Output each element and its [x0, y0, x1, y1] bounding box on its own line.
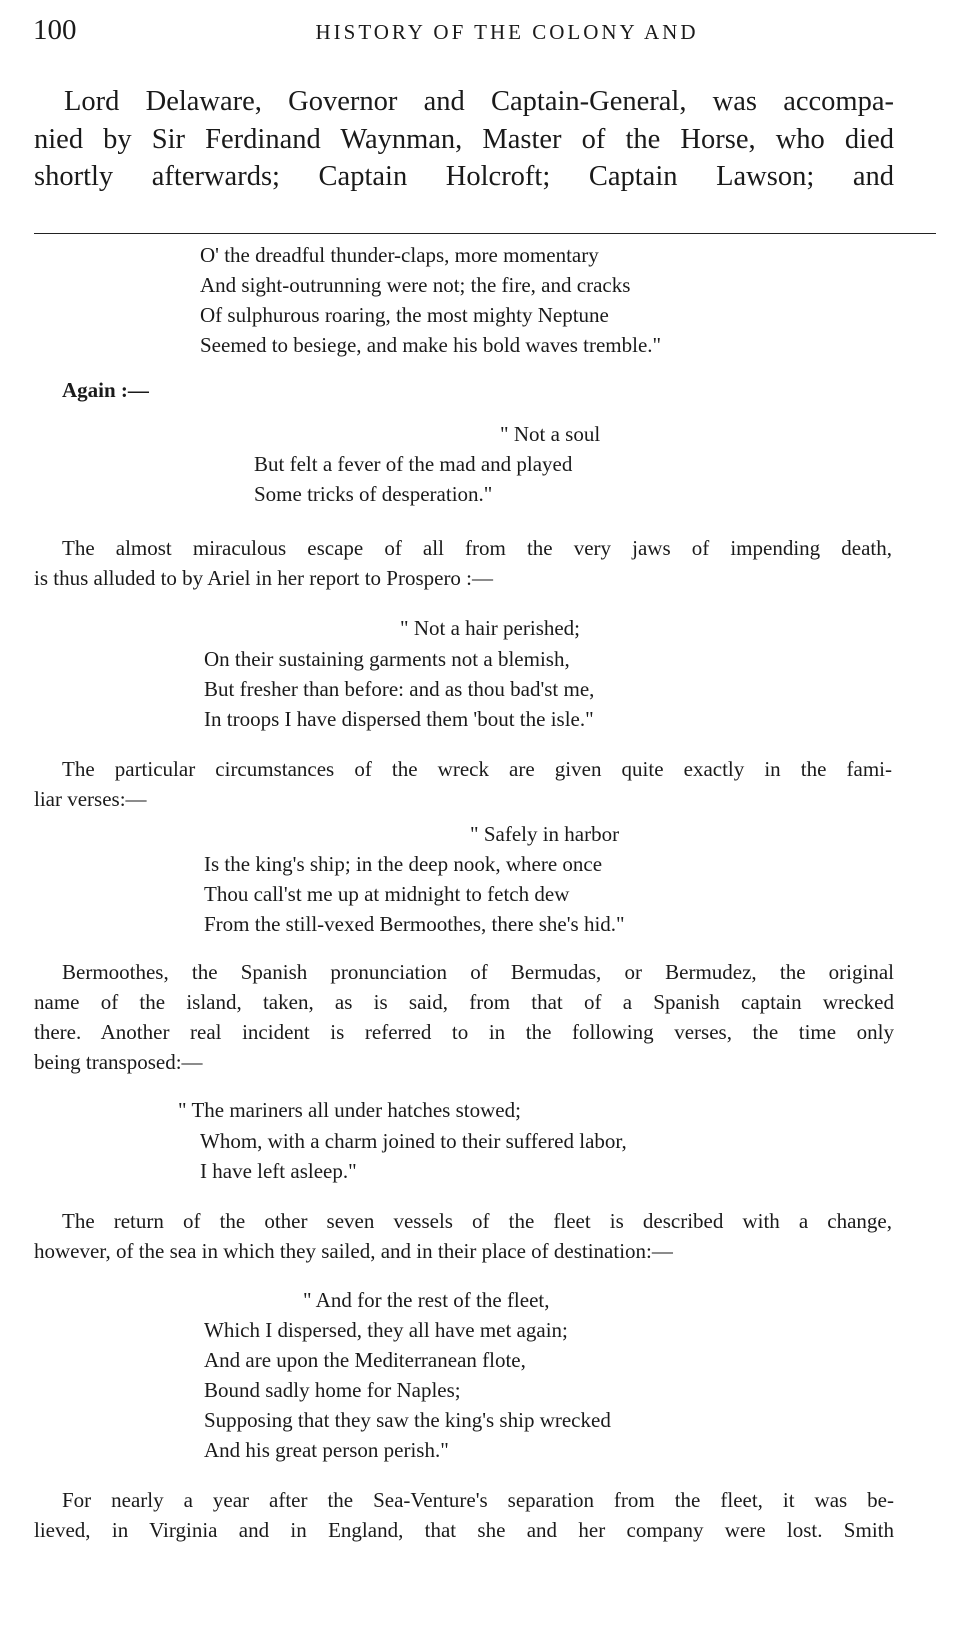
main-text-line: Lord Delaware, Governor and Captain-General, was accompa-	[64, 86, 894, 117]
paragraph-line: however, of the sea in which they sailed, and in their place of destination:—	[34, 1239, 673, 1263]
verse-line: " Safely in harbor	[470, 822, 620, 846]
footnote-divider	[34, 233, 936, 234]
verse-line: Thou call'st me up at midnight to fetch dew	[204, 882, 570, 906]
paragraph-line: lieved, in Virginia and in England, that she and her company were lost. Smith	[34, 1518, 894, 1542]
paragraph-line: liar verses:—	[34, 787, 147, 811]
paragraph-line: The return of the other seven vessels of the fleet is described with a change,	[62, 1209, 892, 1233]
verse-line: O' the dreadful thunder-claps, more momentary	[200, 243, 599, 267]
main-text-line: nied by Sir Ferdinand Waynman, Master of the Horse, who died	[34, 124, 894, 155]
verse-line: " The mariners all under hatches stowed;	[178, 1098, 521, 1122]
verse-line: I have left asleep."	[200, 1159, 357, 1183]
paragraph-line: Bermoothes, the Spanish pronunciation of Bermudas, or Bermudez, the original	[62, 960, 894, 984]
paragraph-line: name of the island, taken, as is said, from that of a Spanish captain wrecked	[34, 990, 894, 1014]
verse-line: " Not a soul	[500, 422, 601, 446]
verse-line: And his great person perish."	[204, 1438, 449, 1462]
main-text-line: shortly afterwards; Captain Holcroft; Captain Lawson; and	[34, 161, 894, 192]
verse-line: But felt a fever of the mad and played	[254, 452, 573, 476]
verse-line: But fresher than before: and as thou bad'st me,	[204, 677, 595, 701]
verse-line: Supposing that they saw the king's ship wrecked	[204, 1408, 611, 1432]
verse-line: " And for the rest of the fleet,	[303, 1288, 550, 1312]
verse-line: Bound sadly home for Naples;	[204, 1378, 461, 1402]
paragraph-line: is thus alluded to by Ariel in her report to Prospero :—	[34, 566, 494, 590]
verse-line: And are upon the Mediterranean flote,	[204, 1348, 526, 1372]
verse-line: On their sustaining garments not a blemish,	[204, 647, 570, 671]
verse-line: Which I dispersed, they all have met again;	[204, 1318, 568, 1342]
verse-line: In troops I have dispersed them 'bout the isle."	[204, 707, 594, 731]
verse-line: " Not a hair perished;	[400, 616, 581, 640]
verse-line: And sight-outrunning were not; the fire, and cracks	[200, 273, 631, 297]
page-number: 100	[33, 14, 77, 46]
paragraph-line: being transposed:—	[34, 1050, 203, 1074]
verse-line: From the still-vexed Bermoothes, there she's hid."	[204, 912, 625, 936]
running-title: HISTORY OF THE COLONY AND	[315, 20, 699, 44]
paragraph-line: The almost miraculous escape of all from the very jaws of impending death,	[62, 536, 892, 560]
verse-line: Is the king's ship; in the deep nook, where once	[204, 852, 603, 876]
verse-line: Whom, with a charm joined to their suffered labor,	[200, 1129, 627, 1153]
verse-line: Some tricks of desperation."	[254, 482, 493, 506]
paragraph-line: The particular circumstances of the wreck are given quite exactly in the fami-	[62, 757, 892, 781]
paragraph-line: For nearly a year after the Sea-Venture's separation from the fleet, it was be-	[62, 1488, 894, 1512]
again-label: Again :—	[62, 378, 149, 402]
paragraph-line: there. Another real incident is referred to in the following verses, the time only	[34, 1020, 894, 1044]
verse-line: Seemed to besiege, and make his bold waves tremble."	[200, 333, 662, 357]
verse-line: Of sulphurous roaring, the most mighty Neptune	[200, 303, 609, 327]
